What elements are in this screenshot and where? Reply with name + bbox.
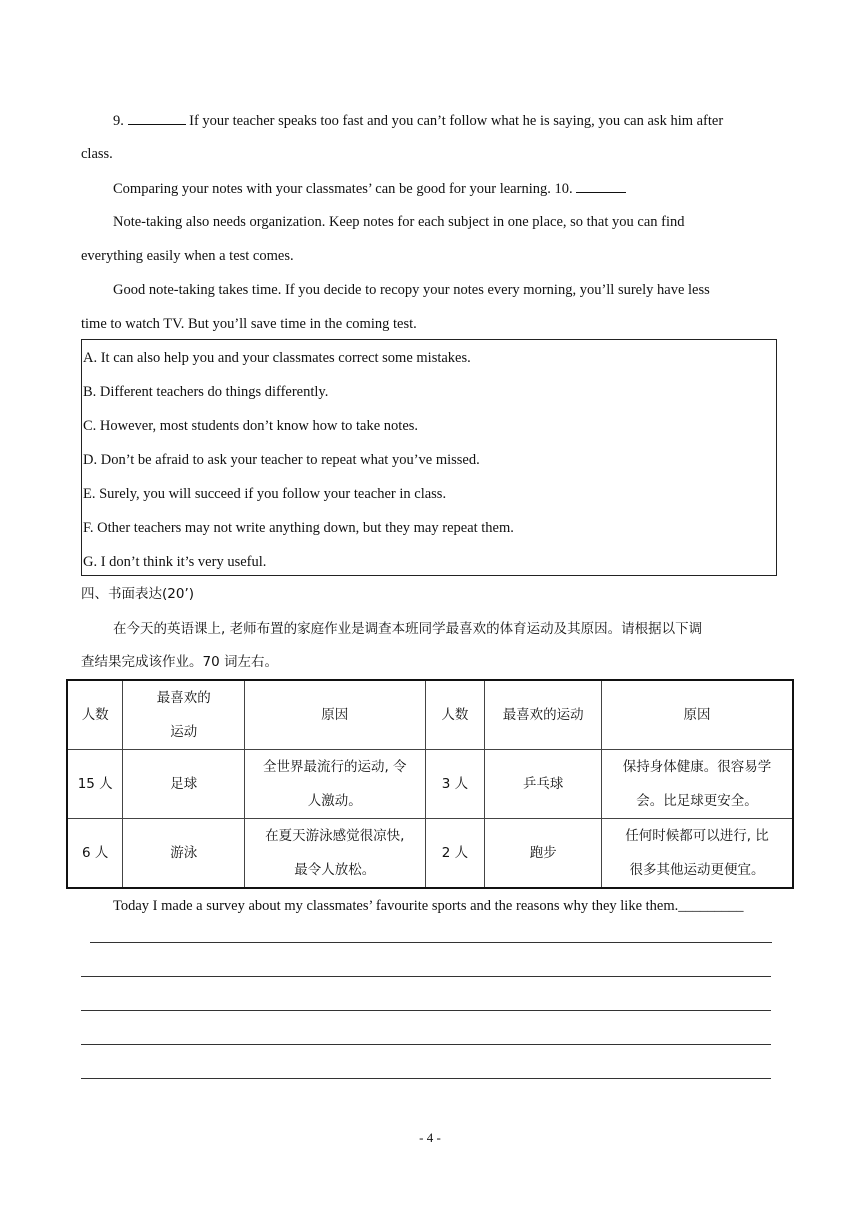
cell-reason: 保持身体健康。很容易学 会。比足球更安全。 <box>602 750 793 819</box>
passage-paragraph-continuation: time to watch TV. But you’ll save time in the coming test. <box>81 316 417 332</box>
option-b: B. Different teachers do things differently. <box>83 384 329 400</box>
question-text: Comparing your notes with your classmates’ can be good for your learning. 10. <box>113 181 577 197</box>
question-number: 9. <box>113 113 124 129</box>
writing-line[interactable] <box>90 942 772 943</box>
option-c: C. However, most students don’t know how to take notes. <box>83 418 419 434</box>
answer-blank-9[interactable] <box>128 110 186 125</box>
writing-line[interactable] <box>81 976 771 977</box>
section-heading: 四、书面表达(20’) <box>81 586 195 602</box>
table-header-row <box>67 680 793 750</box>
survey-table <box>66 679 794 889</box>
cell-count: 2 人 <box>425 819 485 889</box>
writing-line[interactable] <box>81 1078 771 1079</box>
cell-sport: 跑步 <box>485 819 602 889</box>
header-reason: 原因 <box>245 680 425 750</box>
section-instruction-continuation: 查结果完成该作业。70 词左右。 <box>81 654 278 670</box>
question-9 <box>113 110 723 131</box>
header-sport: 最喜欢的运动 <box>485 680 602 750</box>
cell-count: 6 人 <box>67 819 123 889</box>
writing-blank[interactable]: _________ <box>678 898 744 914</box>
cell-count: 15 人 <box>67 750 123 819</box>
option-d: D. Don’t be afraid to ask your teacher to repeat what you’ve missed. <box>83 452 480 468</box>
question-text: If your teacher speaks too fast and you can’t follow what he is saying, you can ask him after <box>185 113 724 129</box>
header-reason: 原因 <box>602 680 793 750</box>
question-10 <box>113 178 626 199</box>
section-instruction: 在今天的英语课上, 老师布置的家庭作业是调查本班同学最喜欢的体育运动及其原因。请根据以下调 <box>113 621 703 637</box>
writing-starter-text: Today I made a survey about my classmates’ favourite sports and the reasons why they like them. <box>113 898 679 914</box>
table-row <box>67 819 793 889</box>
passage-paragraph-continuation: everything easily when a test comes. <box>81 248 294 264</box>
cell-sport: 足球 <box>123 750 245 819</box>
cell-reason: 全世界最流行的运动, 令 人激动。 <box>245 750 425 819</box>
table-row <box>67 750 793 819</box>
question-9-continuation: class. <box>81 146 113 162</box>
writing-line[interactable] <box>81 1010 771 1011</box>
passage-paragraph: Good note-taking takes time. If you decide to recopy your notes every morning, you’ll surely have less <box>113 282 710 298</box>
writing-starter <box>113 896 744 916</box>
cell-reason: 在夏天游泳感觉很凉快, 最令人放松。 <box>245 819 425 889</box>
header-sport: 最喜欢的 运动 <box>123 680 245 750</box>
page-number: - 4 - <box>419 1130 441 1145</box>
cell-sport: 乒乓球 <box>485 750 602 819</box>
option-g: G. I don’t think it’s very useful. <box>83 554 267 570</box>
header-count: 人数 <box>425 680 485 750</box>
option-f: F. Other teachers may not write anything down, but they may repeat them. <box>83 520 514 536</box>
cell-sport: 游泳 <box>123 819 245 889</box>
cell-count: 3 人 <box>425 750 485 819</box>
header-count: 人数 <box>67 680 123 750</box>
option-a: A. It can also help you and your classmates correct some mistakes. <box>83 350 471 366</box>
cell-reason: 任何时候都可以进行, 比 很多其他运动更便宜。 <box>602 819 793 889</box>
answer-blank-10[interactable] <box>576 178 626 193</box>
option-e: E. Surely, you will succeed if you follow your teacher in class. <box>83 486 447 502</box>
options-box <box>81 339 777 576</box>
writing-line[interactable] <box>81 1044 771 1045</box>
passage-paragraph: Note-taking also needs organization. Keep notes for each subject in one place, so that you can find <box>113 214 685 230</box>
